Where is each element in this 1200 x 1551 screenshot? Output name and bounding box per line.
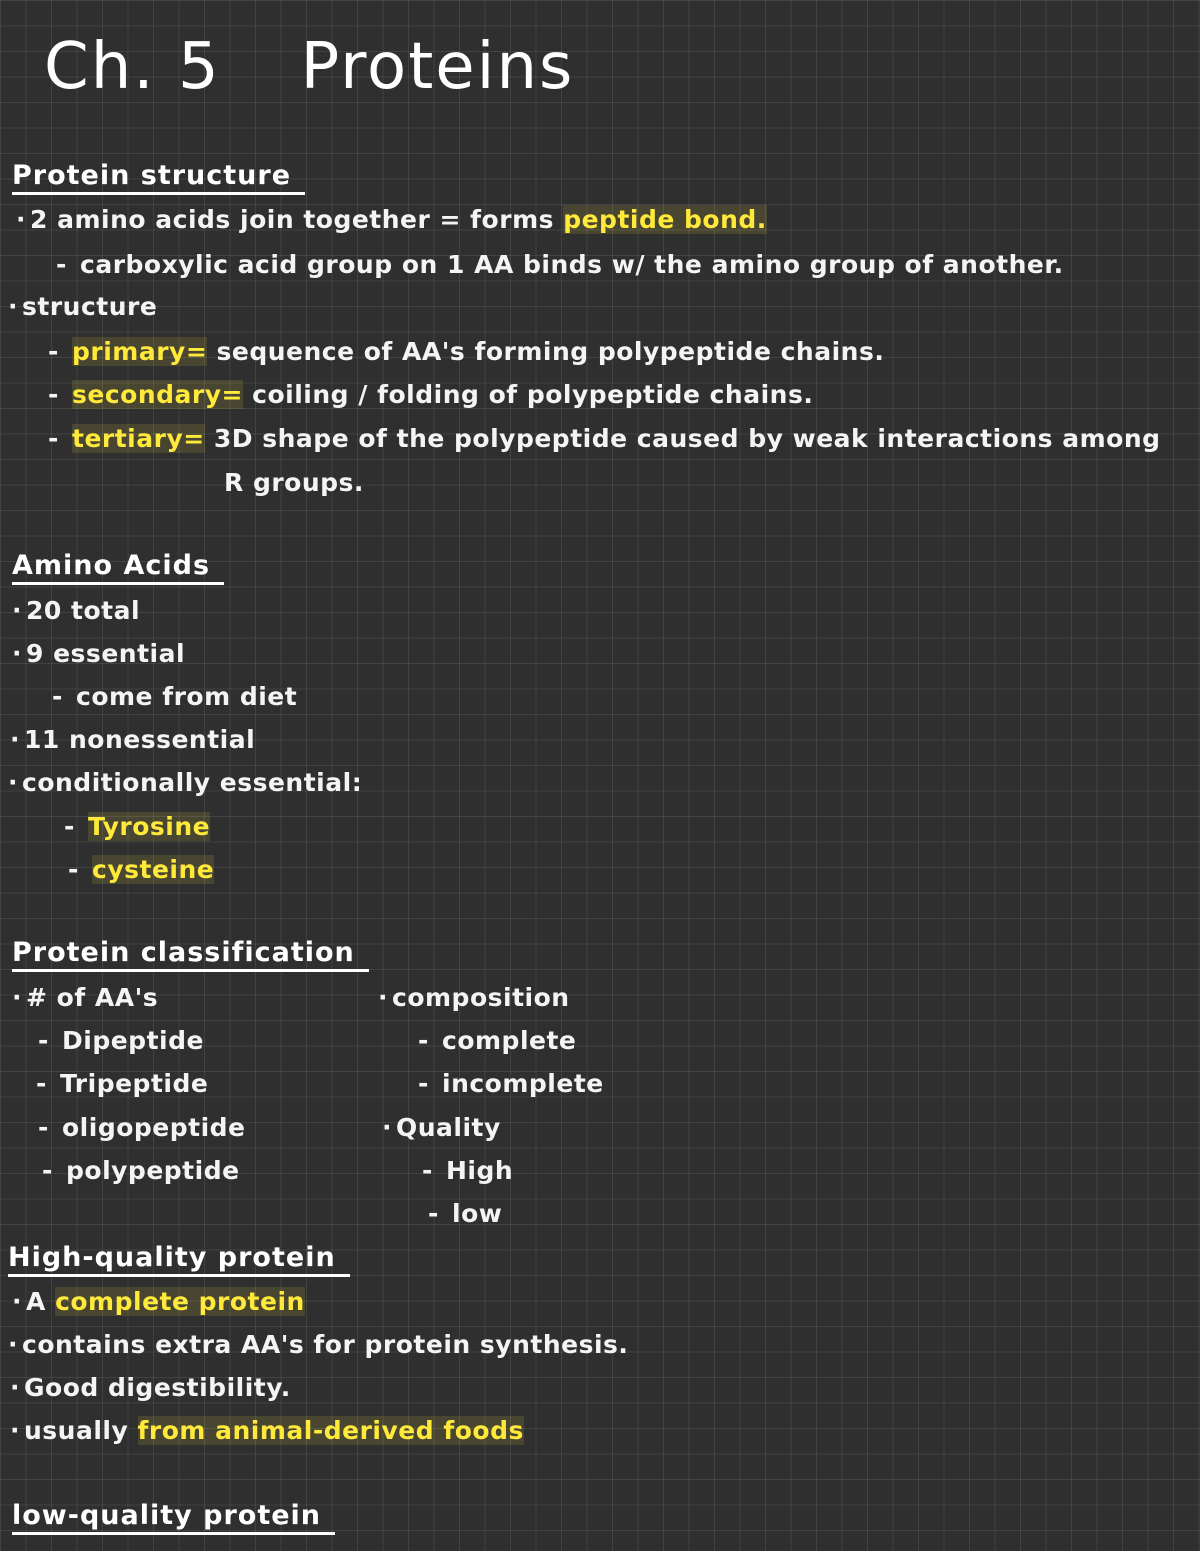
class-left-item: - Tripeptide [36,1069,209,1098]
amino-line-1: · 20 total [12,596,141,625]
heading-low-quality-protein: low-quality protein [12,1500,335,1535]
highlight-cysteine: cysteine [92,855,215,884]
class-right-item: - High [422,1156,514,1185]
amino-line-6: - Tyrosine [64,812,211,841]
amino-line-2: · 9 essential [12,639,186,668]
highlight-secondary: secondary= [72,380,243,409]
structure-tertiary-cont: R groups. [224,468,364,497]
class-left-item: - oligopeptide [38,1113,246,1142]
highlight-primary: primary= [72,337,208,366]
structure-line-3: · structure [8,292,158,321]
heading-protein-classification: Protein classification [12,937,369,972]
class-right-item: - incomplete [418,1069,604,1098]
amino-line-7: - cysteine [68,855,215,884]
amino-line-3: - come from diet [52,682,298,711]
amino-line-5: · conditionally essential: [8,768,363,797]
high-line-4: · usually from animal-derived foods [10,1416,524,1445]
chapter-subject: Proteins [300,30,575,104]
amino-line-4: · 11 nonessential [10,725,256,754]
page-title [44,30,574,104]
class-left-item: - polypeptide [42,1156,240,1185]
class-right-item: - low [428,1199,503,1228]
high-line-3: · Good digestibility. [10,1373,291,1402]
structure-secondary: - secondary= coiling / folding of polypeptide chains. [48,380,814,409]
structure-primary: - primary= sequence of AA's forming polypeptide chains. [48,337,885,366]
chapter-label: Ch. 5 [44,30,221,104]
highlight-complete-protein: complete protein [55,1287,305,1316]
heading-protein-structure: Protein structure [12,160,305,195]
heading-amino-acids: Amino Acids [12,550,224,585]
structure-tertiary: - tertiary= 3D shape of the polypeptide caused by weak interactions among [48,424,1161,453]
class-left-item: · # of AA's [12,983,159,1012]
highlight-peptide-bond: peptide bond. [563,205,767,234]
class-left-item: - Dipeptide [38,1026,204,1055]
highlight-animal-foods: from animal-derived foods [137,1416,524,1445]
structure-line-2: - carboxylic acid group on 1 AA binds w/ the amino group of another. [56,250,1064,279]
class-right-item: - complete [418,1026,577,1055]
class-right-item: · Quality [382,1113,501,1142]
class-right-item: · composition [378,983,570,1012]
heading-high-quality-protein: High-quality protein [8,1242,350,1277]
high-line-2: · contains extra AA's for protein synthesis. [8,1330,629,1359]
structure-line-1: · 2 amino acids join together = forms peptide bond. [16,205,767,234]
highlight-tyrosine: Tyrosine [88,812,211,841]
high-line-1: · A complete protein [12,1287,305,1316]
highlight-tertiary: tertiary= [72,424,205,453]
